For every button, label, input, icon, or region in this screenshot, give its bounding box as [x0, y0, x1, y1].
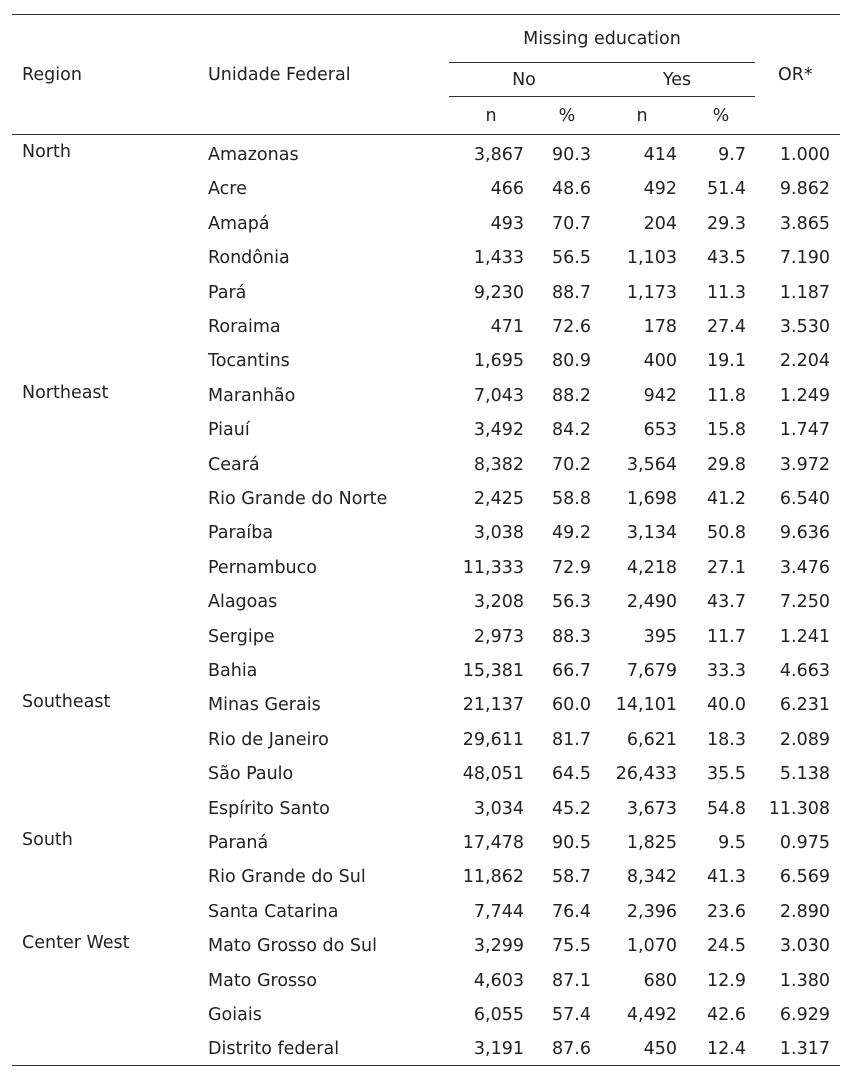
yes-pct-cell: 29.8: [707, 455, 746, 475]
no-n-cell: 1,433: [473, 248, 524, 268]
yes-n-cell: 414: [643, 145, 677, 165]
no-n-cell: 29,611: [462, 730, 524, 750]
uf-cell: Paraíba: [208, 523, 274, 543]
no-n-cell: 3,208: [473, 592, 524, 612]
odds-ratio-cell: 2.890: [779, 902, 830, 922]
yes-pct-cell: 41.2: [707, 489, 746, 509]
uf-cell: Rio Grande do Sul: [208, 867, 366, 887]
region-cell: Center West: [22, 933, 130, 953]
no-pct-cell: 84.2: [552, 420, 591, 440]
no-n-cell: 493: [490, 214, 524, 234]
no-pct-cell: 45.2: [552, 799, 591, 819]
header-no: No: [512, 70, 536, 90]
no-pct-cell: 56.3: [552, 592, 591, 612]
uf-cell: Tocantins: [208, 351, 290, 371]
odds-ratio-cell: 6.231: [779, 695, 830, 715]
no-n-cell: 7,043: [473, 386, 524, 406]
no-n-cell: 4,603: [473, 971, 524, 991]
odds-ratio-cell: 1.317: [779, 1039, 830, 1059]
no-n-cell: 3,867: [473, 145, 524, 165]
no-pct-cell: 72.9: [552, 558, 591, 578]
yes-n-cell: 1,698: [626, 489, 677, 509]
no-pct-cell: 58.8: [552, 489, 591, 509]
yes-pct-cell: 11.7: [707, 627, 746, 647]
yes-pct-cell: 11.3: [707, 283, 746, 303]
no-n-cell: 2,973: [473, 627, 524, 647]
header-no-pct: %: [558, 106, 576, 126]
uf-cell: Pará: [208, 283, 247, 303]
uf-cell: Paraná: [208, 833, 269, 853]
yes-pct-cell: 43.5: [707, 248, 746, 268]
yes-n-cell: 395: [643, 627, 677, 647]
odds-ratio-cell: 3.530: [779, 317, 830, 337]
uf-cell: Pernambuco: [208, 558, 317, 578]
header-yes: Yes: [662, 70, 692, 90]
no-n-cell: 471: [490, 317, 524, 337]
yes-pct-cell: 51.4: [707, 179, 746, 199]
no-pct-cell: 76.4: [552, 902, 591, 922]
no-pct-cell: 66.7: [552, 661, 591, 681]
no-pct-cell: 90.5: [552, 833, 591, 853]
yes-n-cell: 204: [643, 214, 677, 234]
uf-cell: Distrito federal: [208, 1039, 340, 1059]
odds-ratio-cell: 3.865: [779, 214, 830, 234]
yes-n-cell: 14,101: [615, 695, 677, 715]
yes-pct-cell: 50.8: [707, 523, 746, 543]
yes-n-cell: 1,825: [626, 833, 677, 853]
uf-cell: Bahia: [208, 661, 258, 681]
bottom-rule: [12, 1065, 840, 1066]
no-pct-cell: 60.0: [552, 695, 591, 715]
yes-pct-cell: 43.7: [707, 592, 746, 612]
uf-cell: Rio Grande do Norte: [208, 489, 388, 509]
uf-cell: Rondônia: [208, 248, 290, 268]
header-yes-n: n: [636, 106, 648, 126]
yes-pct-cell: 15.8: [707, 420, 746, 440]
odds-ratio-cell: 6.540: [779, 489, 830, 509]
header-or: OR*: [778, 65, 813, 85]
odds-ratio-cell: 2.089: [779, 730, 830, 750]
region-cell: South: [22, 830, 73, 850]
no-n-cell: 466: [490, 179, 524, 199]
yes-n-cell: 1,070: [626, 936, 677, 956]
odds-ratio-cell: 5.138: [779, 764, 830, 784]
yes-pct-cell: 18.3: [707, 730, 746, 750]
no-pct-cell: 87.6: [552, 1039, 591, 1059]
no-n-cell: 21,137: [462, 695, 524, 715]
header-region: Region: [22, 65, 82, 85]
yes-pct-cell: 54.8: [707, 799, 746, 819]
no-pct-cell: 56.5: [552, 248, 591, 268]
odds-ratio-cell: 1.000: [779, 145, 830, 165]
odds-ratio-cell: 3.030: [779, 936, 830, 956]
yes-pct-cell: 19.1: [707, 351, 746, 371]
no-n-cell: 48,051: [462, 764, 524, 784]
no-n-cell: 11,333: [462, 558, 524, 578]
no-pct-cell: 49.2: [552, 523, 591, 543]
no-n-cell: 2,425: [473, 489, 524, 509]
uf-cell: Maranhão: [208, 386, 296, 406]
yes-n-cell: 8,342: [626, 867, 677, 887]
no-pct-cell: 58.7: [552, 867, 591, 887]
no-pct-cell: 87.1: [552, 971, 591, 991]
uf-cell: Acre: [208, 179, 247, 199]
uf-cell: Ceará: [208, 455, 260, 475]
yes-n-cell: 1,103: [626, 248, 677, 268]
no-pct-cell: 57.4: [552, 1005, 591, 1025]
no-n-cell: 3,034: [473, 799, 524, 819]
yes-n-cell: 942: [643, 386, 677, 406]
no-n-cell: 11,862: [462, 867, 524, 887]
no-pct-cell: 48.6: [552, 179, 591, 199]
odds-ratio-cell: 1.380: [779, 971, 830, 991]
uf-cell: Mato Grosso: [208, 971, 317, 991]
yes-pct-cell: 35.5: [707, 764, 746, 784]
odds-ratio-cell: 1.747: [779, 420, 830, 440]
no-n-cell: 1,695: [473, 351, 524, 371]
no-yes-rule: [449, 96, 755, 97]
no-pct-cell: 81.7: [552, 730, 591, 750]
odds-ratio-cell: 1.249: [779, 386, 830, 406]
no-pct-cell: 90.3: [552, 145, 591, 165]
yes-pct-cell: 9.7: [718, 145, 746, 165]
yes-n-cell: 2,490: [626, 592, 677, 612]
no-pct-cell: 88.7: [552, 283, 591, 303]
uf-cell: Sergipe: [208, 627, 275, 647]
yes-n-cell: 450: [643, 1039, 677, 1059]
no-pct-cell: 64.5: [552, 764, 591, 784]
yes-n-cell: 3,564: [626, 455, 677, 475]
no-n-cell: 9,230: [473, 283, 524, 303]
no-n-cell: 7,744: [473, 902, 524, 922]
data-table: [12, 0, 840, 1080]
yes-pct-cell: 11.8: [707, 386, 746, 406]
header-no-n: n: [485, 106, 497, 126]
yes-n-cell: 4,218: [626, 558, 677, 578]
yes-n-cell: 6,621: [626, 730, 677, 750]
yes-n-cell: 653: [643, 420, 677, 440]
odds-ratio-cell: 2.204: [779, 351, 830, 371]
uf-cell: Amapá: [208, 214, 270, 234]
uf-cell: São Paulo: [208, 764, 294, 784]
odds-ratio-cell: 0.975: [779, 833, 830, 853]
missing-education-rule: [449, 62, 755, 63]
odds-ratio-cell: 1.187: [779, 283, 830, 303]
yes-pct-cell: 41.3: [707, 867, 746, 887]
no-n-cell: 15,381: [462, 661, 524, 681]
uf-cell: Roraima: [208, 317, 281, 337]
yes-n-cell: 680: [643, 971, 677, 991]
no-n-cell: 17,478: [462, 833, 524, 853]
header-yes-pct: %: [712, 106, 730, 126]
yes-pct-cell: 29.3: [707, 214, 746, 234]
no-n-cell: 6,055: [473, 1005, 524, 1025]
region-cell: North: [22, 142, 71, 162]
odds-ratio-cell: 7.250: [779, 592, 830, 612]
uf-cell: Amazonas: [208, 145, 299, 165]
yes-pct-cell: 27.1: [707, 558, 746, 578]
odds-ratio-cell: 1.241: [779, 627, 830, 647]
no-pct-cell: 75.5: [552, 936, 591, 956]
yes-pct-cell: 23.6: [707, 902, 746, 922]
yes-pct-cell: 40.0: [707, 695, 746, 715]
no-pct-cell: 88.2: [552, 386, 591, 406]
region-cell: Northeast: [22, 383, 109, 403]
yes-pct-cell: 12.4: [707, 1039, 746, 1059]
no-n-cell: 3,299: [473, 936, 524, 956]
uf-cell: Goiais: [208, 1005, 262, 1025]
region-cell: Southeast: [22, 692, 111, 712]
header-missing-education: Missing education: [523, 29, 681, 49]
no-pct-cell: 88.3: [552, 627, 591, 647]
yes-n-cell: 400: [643, 351, 677, 371]
odds-ratio-cell: 4.663: [779, 661, 830, 681]
yes-n-cell: 7,679: [626, 661, 677, 681]
no-n-cell: 3,038: [473, 523, 524, 543]
no-n-cell: 3,191: [473, 1039, 524, 1059]
yes-n-cell: 1,173: [626, 283, 677, 303]
yes-pct-cell: 27.4: [707, 317, 746, 337]
uf-cell: Alagoas: [208, 592, 278, 612]
header-rule: [12, 134, 840, 135]
yes-n-cell: 3,673: [626, 799, 677, 819]
uf-cell: Santa Catarina: [208, 902, 339, 922]
uf-cell: Mato Grosso do Sul: [208, 936, 377, 956]
uf-cell: Piauí: [208, 420, 250, 440]
yes-pct-cell: 9.5: [718, 833, 746, 853]
yes-n-cell: 178: [643, 317, 677, 337]
yes-pct-cell: 24.5: [707, 936, 746, 956]
yes-n-cell: 4,492: [626, 1005, 677, 1025]
yes-n-cell: 26,433: [615, 764, 677, 784]
top-rule: [12, 14, 840, 15]
odds-ratio-cell: 3.476: [779, 558, 830, 578]
uf-cell: Espírito Santo: [208, 799, 330, 819]
odds-ratio-cell: 6.569: [779, 867, 830, 887]
odds-ratio-cell: 9.636: [779, 523, 830, 543]
no-pct-cell: 70.2: [552, 455, 591, 475]
no-n-cell: 8,382: [473, 455, 524, 475]
odds-ratio-cell: 9.862: [779, 179, 830, 199]
odds-ratio-cell: 7.190: [779, 248, 830, 268]
no-n-cell: 3,492: [473, 420, 524, 440]
no-pct-cell: 72.6: [552, 317, 591, 337]
no-pct-cell: 80.9: [552, 351, 591, 371]
yes-n-cell: 3,134: [626, 523, 677, 543]
yes-n-cell: 2,396: [626, 902, 677, 922]
odds-ratio-cell: 3.972: [779, 455, 830, 475]
header-unidade-federal: Unidade Federal: [208, 65, 351, 85]
yes-pct-cell: 33.3: [707, 661, 746, 681]
odds-ratio-cell: 6.929: [779, 1005, 830, 1025]
no-pct-cell: 70.7: [552, 214, 591, 234]
uf-cell: Rio de Janeiro: [208, 730, 329, 750]
yes-pct-cell: 12.9: [707, 971, 746, 991]
odds-ratio-cell: 11.308: [768, 799, 830, 819]
yes-pct-cell: 42.6: [707, 1005, 746, 1025]
uf-cell: Minas Gerais: [208, 695, 321, 715]
yes-n-cell: 492: [643, 179, 677, 199]
